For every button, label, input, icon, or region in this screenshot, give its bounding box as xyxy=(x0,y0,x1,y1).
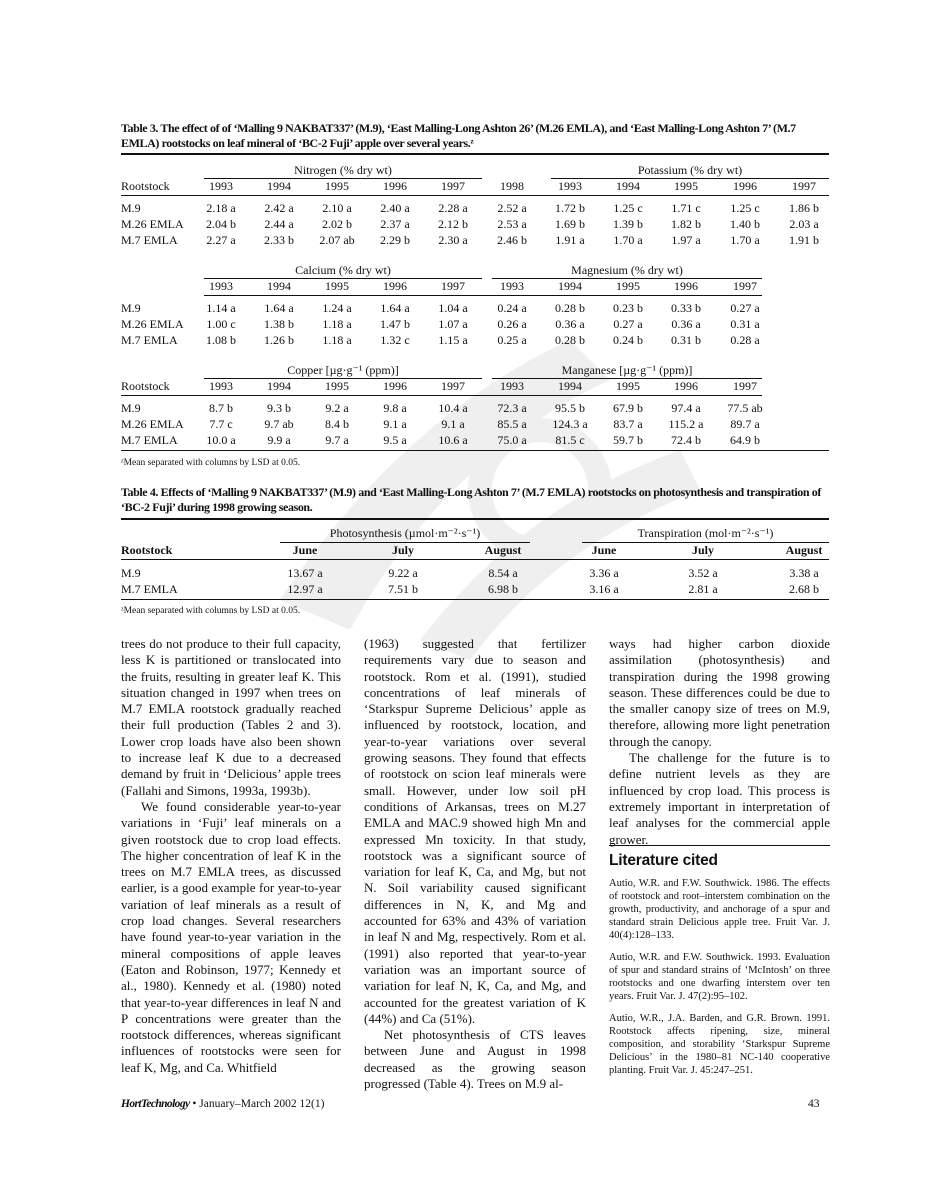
row-label: M.26 EMLA xyxy=(121,417,184,431)
table-cell: 2.27 a xyxy=(206,233,236,247)
year-header: 1997 xyxy=(733,379,757,393)
year-header: 1998 xyxy=(500,179,524,193)
table-cell: 1.26 b xyxy=(264,333,294,347)
table-cell: 1.07 a xyxy=(438,317,468,331)
table-cell: 2.53 a xyxy=(497,217,527,231)
year-header: 1996 xyxy=(733,179,757,193)
table-cell: 1.40 b xyxy=(730,217,760,231)
body-column-2 xyxy=(364,636,586,1092)
table-cell: 1.08 b xyxy=(206,333,236,347)
table-cell: 3.36 a xyxy=(589,566,619,580)
table-cell: 0.24 b xyxy=(613,333,643,347)
table-cell: 2.52 a xyxy=(497,201,527,215)
table-cell: 7.7 c xyxy=(209,417,233,431)
table-cell: 2.30 a xyxy=(438,233,468,247)
table-cell: 115.2 a xyxy=(668,417,704,431)
year-header: 1996 xyxy=(383,279,407,293)
group-heading: Copper [µg·g⁻¹ (ppm)] xyxy=(287,363,399,377)
table-cell: 2.07 ab xyxy=(319,233,355,247)
year-header: 1996 xyxy=(674,279,698,293)
row-label: M.9 xyxy=(121,301,141,315)
table-cell: 9.7 a xyxy=(325,433,349,447)
table-cell: 8.4 b xyxy=(325,417,349,431)
row-label: M.26 EMLA xyxy=(121,317,184,331)
table-cell: 13.67 a xyxy=(287,566,323,580)
table-cell: 2.28 a xyxy=(438,201,468,215)
table-cell: 9.1 a xyxy=(383,417,407,431)
table-cell: 1.39 b xyxy=(613,217,643,231)
table-cell: 1.15 a xyxy=(438,333,468,347)
year-header: 1993 xyxy=(500,379,524,393)
table-cell: 2.10 a xyxy=(322,201,352,215)
table-cell: 1.86 b xyxy=(789,201,819,215)
table-cell: 97.4 a xyxy=(671,401,701,415)
table-cell: 1.71 c xyxy=(671,201,701,215)
group-heading: Manganese [µg·g⁻¹ (ppm)] xyxy=(561,363,693,377)
table-cell: 2.44 a xyxy=(264,217,294,231)
month-header: August xyxy=(484,543,522,557)
table-cell: 0.28 b xyxy=(555,301,585,315)
table-cell: 0.33 b xyxy=(671,301,701,315)
year-header: 1997 xyxy=(733,279,757,293)
row-label: M.7 EMLA xyxy=(121,582,178,596)
table-cell: 2.18 a xyxy=(206,201,236,215)
table3-caption: Table 3. The effect of of ‘Malling 9 NAKBAT337’ (M.9), ‘East Malling-Long Ashton 26’ (M.26 EMLA), and ‘East Malling-Long Ashton 7’ (M.7 EMLA) rootstocks on leaf mineral of ‘BC-2 Fuji’ apple over several years.ᶻ xyxy=(121,121,796,150)
table-cell: 1.91 a xyxy=(555,233,585,247)
header-rule xyxy=(121,195,829,196)
table-cell: 1.00 c xyxy=(206,317,236,331)
header-rule xyxy=(121,559,829,560)
row-label: M.7 EMLA xyxy=(121,333,178,347)
table-cell: 3.16 a xyxy=(589,582,619,596)
row-label: M.9 xyxy=(121,401,141,415)
table-cell: 1.72 b xyxy=(555,201,585,215)
table-cell: 10.4 a xyxy=(438,401,468,415)
table3-bottom-rule xyxy=(121,450,829,451)
row-label: M.9 xyxy=(121,566,141,580)
year-header: 1994 xyxy=(558,279,582,293)
table-cell: 9.1 a xyxy=(441,417,465,431)
table-cell: 64.9 b xyxy=(730,433,760,447)
page-number: 43 xyxy=(808,1098,820,1110)
table-cell: 95.5 b xyxy=(555,401,585,415)
reference: Autio, W.R. and F.W. Southwick. 1993. Evaluation of spur and standard strains of ‘McIntosh’ on three rootstocks and one dwarfing interstem over ten years. Fruit Var. J. 47(2):95–102. xyxy=(609,952,830,1003)
table-cell: 77.5 ab xyxy=(727,401,763,415)
table-cell: 2.46 b xyxy=(497,233,527,247)
table-cell: 1.97 a xyxy=(671,233,701,247)
year-header: 1995 xyxy=(325,179,349,193)
table-cell: 1.32 c xyxy=(380,333,410,347)
group-heading: Calcium (% dry wt) xyxy=(295,263,391,277)
group-heading: Photosynthesis (µmol·m⁻²·s⁻¹) xyxy=(329,526,481,540)
rootstock-header: Rootstock xyxy=(121,379,170,393)
year-header: 1995 xyxy=(616,279,640,293)
table-cell: 0.31 a xyxy=(730,317,760,331)
table-cell: 72.4 b xyxy=(671,433,701,447)
journal-issue: • January–March 2002 12(1) xyxy=(192,1098,325,1110)
table-cell: 1.64 a xyxy=(264,301,294,315)
table-cell: 0.36 a xyxy=(671,317,701,331)
rootstock-header: Rootstock xyxy=(121,543,173,557)
month-header: June xyxy=(292,543,318,557)
table-cell: 9.5 a xyxy=(383,433,407,447)
year-header: 1994 xyxy=(267,179,291,193)
reference: Autio, W.R., J.A. Barden, and G.R. Brown. 1991. Rootstock affects ripening, size, mineral composition, and storability ‘Starkspur Supreme Delicious’ in the 1980–81 NC-140 cooperative planting. Fruit Var. J. 45:247–251. xyxy=(609,1013,830,1077)
table-cell: 2.33 b xyxy=(264,233,294,247)
journal-name: HortTechnology xyxy=(121,1098,190,1110)
header-rule xyxy=(204,295,762,296)
table-cell: 6.98 b xyxy=(488,582,518,596)
month-header: July xyxy=(391,543,414,557)
table-cell: 0.27 a xyxy=(730,301,760,315)
paragraph: trees do not produce to their full capacity, less K is partitioned or translocated into the fruits, resulting in greater leaf K. This situation changed in 1997 when trees on M.7 EMLA rootstock gradually reached their full production (Tables 2 and 3). Lower crop loads have also been shown to increase leaf K due to a decreased demand by fruit in ‘Delicious’ apple trees (Fallahi and Simons, 1993a, 1993b). xyxy=(121,636,341,798)
paragraph: ways had higher carbon dioxide assimilation (photosynthesis) and transpiration during the 1998 growing season. These differences could be due to the smaller canopy size of trees on M.9, therefore, allowing more light penetration through the canopy. xyxy=(609,636,830,749)
table-cell: 0.23 b xyxy=(613,301,643,315)
year-header: 1997 xyxy=(792,179,816,193)
table-cell: 7.51 b xyxy=(388,582,418,596)
table-cell: 1.24 a xyxy=(322,301,352,315)
table4-caption: Table 4. Effects of ‘Malling 9 NAKBAT337’ (M.9) and ‘East Malling-Long Ashton 7’ (M.7 EMLA) rootstocks on photosynthesis and transpiration of ‘BC-2 Fuji’ during 1998 growing season. xyxy=(121,485,821,514)
year-header: 1993 xyxy=(209,379,233,393)
header-rule xyxy=(121,395,762,396)
body-column-3 xyxy=(609,636,830,848)
table-cell: 8.7 b xyxy=(209,401,233,415)
table-cell: 1.38 b xyxy=(264,317,294,331)
table-cell: 72.3 a xyxy=(497,401,527,415)
group-heading: Nitrogen (% dry wt) xyxy=(294,163,392,177)
table-cell: 3.52 a xyxy=(688,566,718,580)
table4-top-rule xyxy=(121,518,829,520)
table-cell: 9.9 a xyxy=(267,433,291,447)
table-cell: 10.6 a xyxy=(438,433,468,447)
table-cell: 89.7 a xyxy=(730,417,760,431)
table-cell: 0.31 b xyxy=(671,333,701,347)
month-header: August xyxy=(785,543,823,557)
table-cell: 0.28 a xyxy=(730,333,760,347)
table4-footnote: ᶻMean separated with columns by LSD at 0.05. xyxy=(121,606,301,616)
footer-journal xyxy=(121,1098,324,1110)
year-header: 1994 xyxy=(267,379,291,393)
table3-top-rule xyxy=(121,153,829,155)
table-cell: 9.3 b xyxy=(267,401,291,415)
year-header: 1995 xyxy=(325,279,349,293)
year-header: 1995 xyxy=(325,379,349,393)
table-cell: 1.18 a xyxy=(322,317,352,331)
group-heading: Transpiration (mol·m⁻²·s⁻¹) xyxy=(637,526,774,540)
row-label: M.26 EMLA xyxy=(121,217,184,231)
year-header: 1997 xyxy=(441,379,465,393)
table3-footnote: ᶻMean separated with columns by LSD at 0.05. xyxy=(121,458,301,468)
row-label: M.9 xyxy=(121,201,141,215)
table-cell: 9.2 a xyxy=(325,401,349,415)
table-cell: 0.25 a xyxy=(497,333,527,347)
table-cell: 2.40 a xyxy=(380,201,410,215)
group-heading: Potassium (% dry wt) xyxy=(637,163,743,177)
table-cell: 8.54 a xyxy=(488,566,518,580)
paragraph: Net photosynthesis of CTS leaves between June and August in 1998 decreased as the growing season progressed (Table 4). Trees on M.9 al- xyxy=(364,1027,586,1092)
table-cell: 2.81 a xyxy=(688,582,718,596)
literature-rule xyxy=(609,845,830,846)
table-cell: 9.8 a xyxy=(383,401,407,415)
row-label: M.7 EMLA xyxy=(121,233,178,247)
table-cell: 0.26 a xyxy=(497,317,527,331)
year-header: 1994 xyxy=(558,379,582,393)
reference: Autio, W.R. and F.W. Southwick. 1986. The effects of rootstock and root–interstem combination on the growth, productivity, and anchorage of a spur and standard strain Delicious apple tree. Fruit Var. J. 40(4):128–133. xyxy=(609,878,830,942)
year-header: 1993 xyxy=(209,179,233,193)
table-cell: 2.12 b xyxy=(438,217,468,231)
table-cell: 9.22 a xyxy=(388,566,418,580)
year-header: 1997 xyxy=(441,179,465,193)
row-label: M.7 EMLA xyxy=(121,433,178,447)
table-cell: 2.37 a xyxy=(380,217,410,231)
table-cell: 85.5 a xyxy=(497,417,527,431)
table-cell: 1.69 b xyxy=(555,217,585,231)
year-header: 1994 xyxy=(267,279,291,293)
table-cell: 75.0 a xyxy=(497,433,527,447)
table-cell: 1.18 a xyxy=(322,333,352,347)
table-cell: 59.7 b xyxy=(613,433,643,447)
table-cell: 0.36 a xyxy=(555,317,585,331)
table-cell: 2.68 b xyxy=(789,582,819,596)
month-header: June xyxy=(591,543,617,557)
table-cell: 1.70 a xyxy=(613,233,643,247)
table-cell: 1.82 b xyxy=(671,217,701,231)
table-cell: 1.91 b xyxy=(789,233,819,247)
table-cell: 10.0 a xyxy=(206,433,236,447)
table-cell: 1.70 a xyxy=(730,233,760,247)
table-cell: 2.02 b xyxy=(322,217,352,231)
table-cell: 2.04 b xyxy=(206,217,236,231)
table-cell: 1.25 c xyxy=(613,201,643,215)
table-cell: 67.9 b xyxy=(613,401,643,415)
year-header: 1993 xyxy=(500,279,524,293)
table-cell: 2.42 a xyxy=(264,201,294,215)
table-cell: 1.04 a xyxy=(438,301,468,315)
year-header: 1993 xyxy=(209,279,233,293)
year-header: 1993 xyxy=(558,179,582,193)
literature-cited xyxy=(609,853,830,1086)
table-cell: 2.03 a xyxy=(789,217,819,231)
paragraph: We found considerable year-to-year variations in ‘Fuji’ leaf minerals on a given rootstock due to crop load effects. The higher concentration of leaf K in the trees on M.7 EMLA trees, as discussed earlier, is a good example for year-to-year variation of leaf minerals as a result of crop load changes. Several researchers have found year-to-year variation in the mineral compositions of apple leaves (Eaton and Robinson, 1977; Kennedy et al., 1980). Kennedy et al. (1980) noted that year-to-year differences in leaf N and P concentrations were greater than the rootstock differences, whereas significant influences of rootstocks were seen for leaf K, Mg, and Ca. Whitfield xyxy=(121,798,341,1075)
table-cell: 0.24 a xyxy=(497,301,527,315)
year-header: 1994 xyxy=(616,179,640,193)
year-header: 1996 xyxy=(383,379,407,393)
table-cell: 12.97 a xyxy=(287,582,323,596)
year-header: 1995 xyxy=(674,179,698,193)
table-cell: 3.38 a xyxy=(789,566,819,580)
group-heading: Magnesium (% dry wt) xyxy=(571,263,683,277)
year-header: 1997 xyxy=(441,279,465,293)
table-cell: 1.47 b xyxy=(380,317,410,331)
table-cell: 1.64 a xyxy=(380,301,410,315)
paragraph: (1963) suggested that fertilizer requirements vary due to season and rootstock. Rom et al. (1991), studied concentrations of leaf minerals of ‘Starkspur Supreme Delicious’ apple as influenced by rootstock, location, and year-to-year variations over several growing seasons. They found that effects of rootstock on scion leaf minerals were small. However, under low soil pH conditions of Arkansas, trees on M.27 EMLA and MAC.9 showed high Mn and expressed Mn toxicity. In that study, rootstock was a significant source of variation for leaf K, Ca, and Mg, but not N. Soil variability caused significant differences in N, K, and Mg and accounted for 63% and 43% of variation in leaf N and Mg, respectively. Rom et al. (1991) also reported that year-to-year variation was an important source of variation for leaf N, K, Ca, and Mg, and accounted for the greatest variation of K (44%) and Ca (51%). xyxy=(364,636,586,1026)
table-cell: 124.3 a xyxy=(552,417,588,431)
table4-bottom-rule xyxy=(121,599,829,600)
table-cell: 81.5 c xyxy=(555,433,585,447)
table-cell: 0.27 a xyxy=(613,317,643,331)
body-column-1 xyxy=(121,636,341,1076)
table-cell: 2.29 b xyxy=(380,233,410,247)
literature-heading: Literature cited xyxy=(609,852,718,869)
table-cell: 0.28 b xyxy=(555,333,585,347)
table-cell: 1.25 c xyxy=(730,201,760,215)
table-cell: 1.14 a xyxy=(206,301,236,315)
rootstock-header: Rootstock xyxy=(121,179,170,193)
paragraph: The challenge for the future is to define nutrient levels as they are influenced by crop load. This process is extremely important in interpretation of leaf analyses for the commercial apple grower. xyxy=(609,750,830,847)
table-cell: 83.7 a xyxy=(613,417,643,431)
table-cell: 9.7 ab xyxy=(264,417,294,431)
month-header: July xyxy=(691,543,714,557)
year-header: 1996 xyxy=(674,379,698,393)
year-header: 1996 xyxy=(383,179,407,193)
year-header: 1995 xyxy=(616,379,640,393)
